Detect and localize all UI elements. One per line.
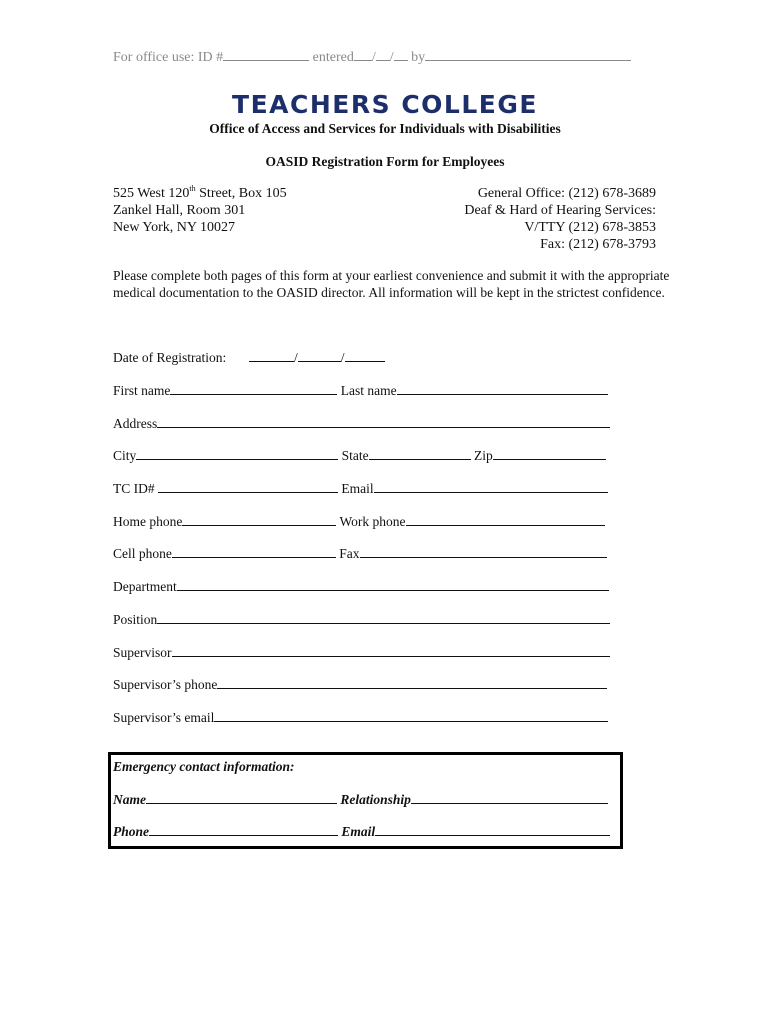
office-by-field[interactable]: [425, 48, 631, 61]
first-name-field[interactable]: [170, 382, 337, 395]
general-office-phone: General Office: (212) 678-3689: [477, 186, 656, 201]
address-street-rest: Street, Box 105: [195, 186, 287, 201]
address-street-number: 525 West 120: [113, 186, 190, 201]
cell-phone-label: Cell phone: [113, 546, 172, 561]
contact-numbers: [464, 185, 656, 253]
supervisor-email-row: [113, 709, 608, 726]
tc-id-email-row: [113, 480, 608, 497]
office-date-slash: /: [389, 50, 394, 65]
emergency-phone-label: Phone: [113, 824, 150, 839]
address-line-2: Zankel Hall, Room 301: [113, 203, 246, 218]
form-title: OASID Registration Form for Employees: [265, 154, 505, 169]
address-line-3: New York, NY 10027: [113, 220, 235, 235]
home-phone-label: Home phone: [113, 514, 183, 529]
tc-id-field[interactable]: [158, 480, 338, 493]
city-field[interactable]: [136, 447, 338, 460]
supervisor-email-label: Supervisor’s email: [113, 710, 215, 725]
emergency-name-row: [113, 791, 608, 808]
date-of-registration-row: [113, 349, 385, 366]
department-row: [113, 578, 609, 595]
office-entered-month-field[interactable]: [354, 48, 372, 61]
emergency-phone-field[interactable]: [149, 823, 338, 836]
tc-id-label: TC ID#: [113, 481, 158, 496]
state-label: State: [341, 448, 369, 463]
supervisor-phone-label: Supervisor’s phone: [113, 677, 218, 692]
city-state-zip-row: [113, 447, 606, 464]
name-row: [113, 382, 608, 399]
emergency-name-label: Name: [113, 792, 146, 807]
home-phone-field[interactable]: [182, 513, 336, 526]
cell-fax-row: [113, 545, 607, 562]
office-id-field[interactable]: [223, 48, 309, 61]
city-label: City: [113, 448, 137, 463]
office-date-slash: /: [371, 50, 376, 65]
address-row: [113, 415, 610, 432]
fax-field[interactable]: [360, 545, 607, 558]
supervisor-email-field[interactable]: [214, 709, 608, 722]
emergency-relationship-field[interactable]: [411, 791, 608, 804]
department-field[interactable]: [177, 578, 609, 591]
address-line-1: [113, 185, 287, 202]
last-name-label: Last name: [340, 383, 397, 398]
emergency-relationship-label: Relationship: [340, 792, 411, 807]
work-phone-field[interactable]: [406, 513, 605, 526]
emergency-email-label: Email: [341, 824, 376, 839]
zip-label: Zip: [474, 448, 493, 463]
phone-row: [113, 513, 605, 530]
supervisor-phone-row: [113, 676, 607, 693]
date-slash: /: [294, 350, 298, 365]
supervisor-field[interactable]: [172, 644, 610, 657]
zip-field[interactable]: [493, 447, 606, 460]
date-of-registration-label: Date of Registration:: [113, 350, 227, 365]
department-label: Department: [113, 579, 177, 594]
work-phone-label: Work phone: [339, 514, 406, 529]
state-field[interactable]: [369, 447, 471, 460]
date-slash: /: [340, 350, 345, 365]
position-row: [113, 611, 610, 628]
registration-day-field[interactable]: [298, 349, 341, 362]
emergency-name-field[interactable]: [146, 791, 337, 804]
instructions-paragraph: Please complete both pages of this form at your earliest convenience and submit it with the appropriate medical documentation to the OASID director. All information will be kept in the strictest confidence.: [113, 268, 670, 300]
email-label: Email: [341, 481, 374, 496]
office-name-heading: Office of Access and Services for Individuals with Disabilities: [209, 121, 561, 136]
last-name-field[interactable]: [397, 382, 608, 395]
fax-number: Fax: (212) 678-3793: [540, 237, 656, 252]
office-use-label: For office use: ID #: [113, 50, 224, 65]
position-label: Position: [113, 612, 158, 627]
office-use-line: [113, 48, 631, 66]
office-by-label: by: [407, 50, 426, 65]
emergency-contact-heading: Emergency contact information:: [113, 759, 295, 774]
registration-year-field[interactable]: [345, 349, 385, 362]
cell-phone-field[interactable]: [172, 545, 336, 558]
supervisor-phone-field[interactable]: [217, 676, 607, 689]
mailing-address: [113, 185, 287, 236]
teachers-college-logo: TEACHERS COLLEGE: [232, 90, 538, 119]
supervisor-row: [113, 644, 610, 661]
emergency-email-field[interactable]: [375, 823, 610, 836]
fax-label: Fax: [339, 546, 360, 561]
address-ordinal-suffix: th: [189, 184, 196, 193]
address-field[interactable]: [157, 415, 610, 428]
office-entered-year-field[interactable]: [394, 48, 408, 61]
emergency-phone-row: [113, 823, 610, 840]
deaf-hoh-services-label: Deaf & Hard of Hearing Services:: [464, 203, 656, 218]
email-field[interactable]: [374, 480, 608, 493]
vtty-phone: V/TTY (212) 678-3853: [524, 220, 656, 235]
registration-month-field[interactable]: [249, 349, 294, 362]
position-field[interactable]: [157, 611, 610, 624]
address-label: Address: [113, 416, 158, 431]
first-name-label: First name: [113, 383, 171, 398]
office-entered-day-field[interactable]: [376, 48, 390, 61]
office-entered-label: entered: [309, 50, 354, 65]
supervisor-label: Supervisor: [113, 645, 172, 660]
